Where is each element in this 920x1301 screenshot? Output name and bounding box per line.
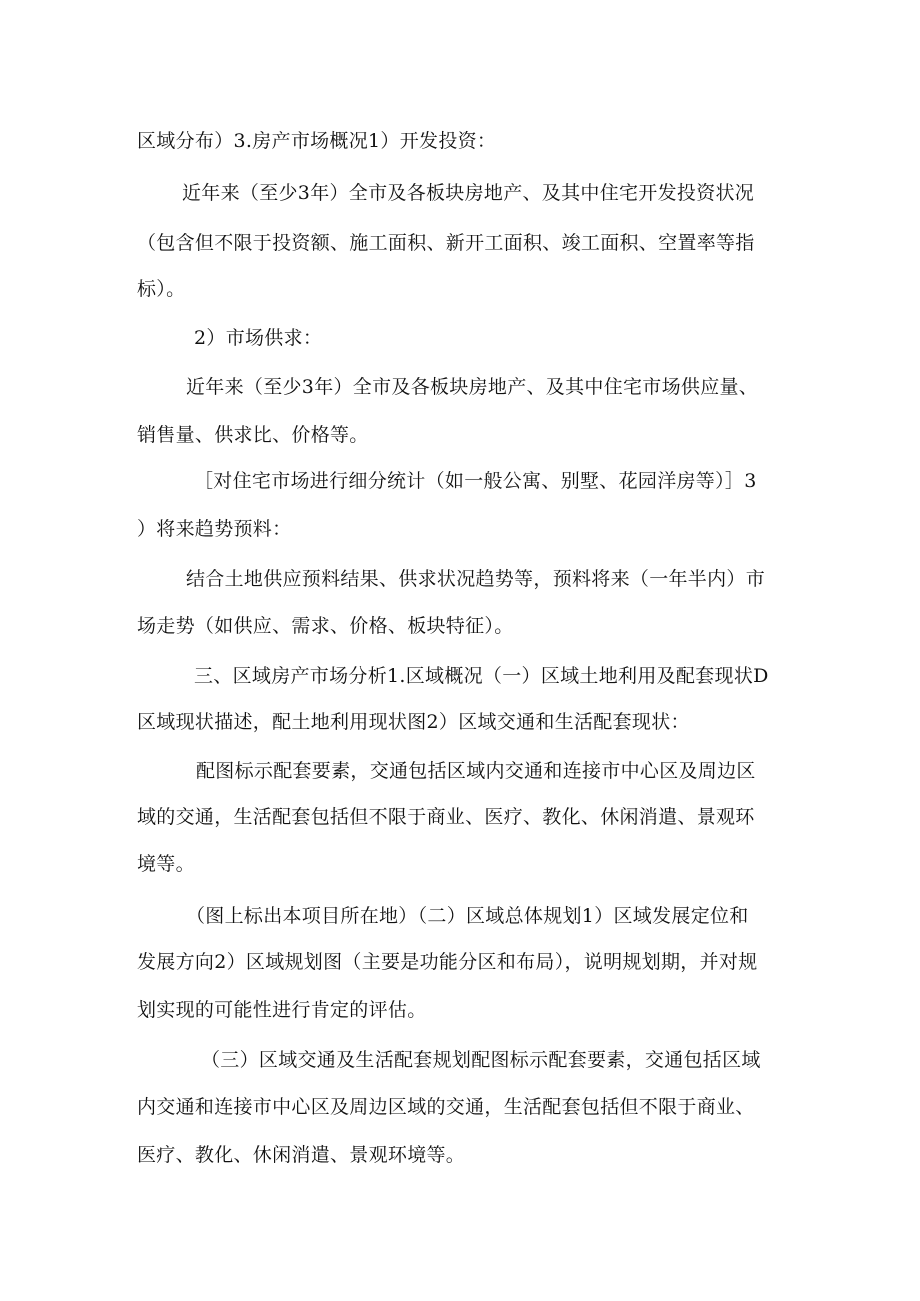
text-line: 发展方向2）区域规划图（主要是功能分区和布局），说明规划期，并对规 bbox=[137, 951, 758, 973]
text-line: 区域现状描述，配土地利用现状图2）区域交通和生活配套现状： bbox=[137, 711, 690, 733]
text-line: 近年来（至少3年）全市及各板块房地产、及其中住宅市场供应量、 bbox=[186, 376, 759, 398]
text-line: 2）市场供求： bbox=[194, 327, 323, 349]
text-line: （包含但不限于投资额、施工面积、新开工面积、竣工面积、空置率等指 bbox=[137, 232, 755, 254]
text-line: ［对住宅市场进行细分统计（如一般公寓、别墅、花园洋房等）］3 bbox=[194, 470, 757, 492]
text-line: （图上标出本项目所在地）（二）区域总体规划1）区域发展定位和 bbox=[186, 905, 749, 927]
text-line: 内交通和连接市中心区及周边区域的交通，生活配套包括但不限于商业、 bbox=[137, 1096, 755, 1118]
text-line: 境等。 bbox=[137, 853, 195, 875]
text-line: 配图标示配套要素，交通包括区域内交通和连接市中心区及周边区 bbox=[196, 760, 756, 782]
text-line: 场走势（如供应、需求、价格、板块特征）。 bbox=[137, 615, 514, 637]
text-line: 三、区域房产市场分析1.区域概况（一）区域土地利用及配套现状D bbox=[194, 665, 769, 687]
text-line: 区域分布）3.房产市场概况1）开发投资： bbox=[137, 130, 497, 152]
text-line: ）将来趋势预料： bbox=[137, 518, 292, 540]
text-line: 销售量、供求比、价格等。 bbox=[137, 424, 369, 446]
text-line: 结合土地供应预料结果、供求状况趋势等，预料将来（一年半内）市 bbox=[186, 568, 766, 590]
text-line: 近年来（至少3年）全市及各板块房地产、及其中住宅开发投资状况 bbox=[182, 182, 755, 204]
text-line: 划实现的可能性进行肯定的评估。 bbox=[137, 999, 427, 1021]
text-line: 医疗、教化、休闲消遣、景观环境等。 bbox=[137, 1144, 466, 1166]
text-line: 标）。 bbox=[137, 278, 186, 300]
text-line: （三）区域交通及生活配套规划配图标示配套要素，交通包括区域 bbox=[201, 1049, 761, 1071]
text-line: 域的交通，生活配套包括但不限于商业、医疗、教化、休闲消遣、景观环 bbox=[137, 806, 755, 828]
